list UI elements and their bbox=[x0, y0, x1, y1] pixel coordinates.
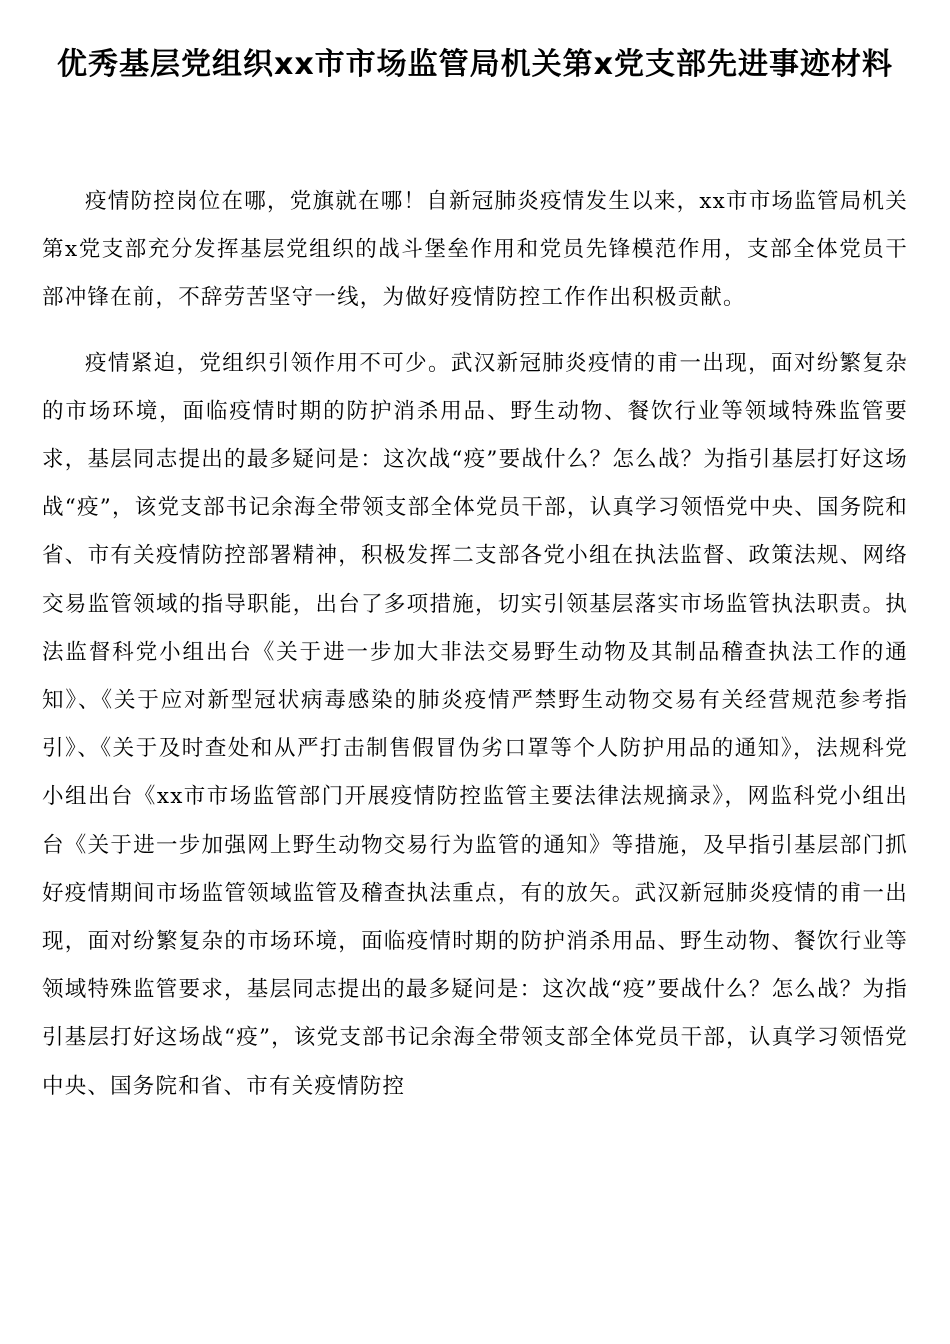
paragraph-leadership: 疫情紧迫，党组织引领作用不可少。武汉新冠肺炎疫情的甫一出现，面对纷繁复杂的市场环境，面临疫情时期的防护消杀用品、野生动物、餐饮行业等领域特殊监管要求，基层同志提出的最多疑问是：这次战“疫”要战什么？怎么战？为指引基层打好这场战“疫”，该党支部书记余海全带领支部全体党员干部，认真学习领悟党中央、国务院和省、市有关疫情防控部署精神，积极发挥二支部各党小组在执法监督、政策法规、网络交易监管领域的指导职能，出台了多项措施，切实引领基层落实市场监管执法职责。执法监督科党小组出台《关于进一步加大非法交易野生动物及其制品稽查执法工作的通知》、《关于应对新型冠状病毒感染的肺炎疫情严禁野生动物交易有关经营规范参考指引》、《关于及时查处和从严打击制售假冒伪劣口罩等个人防护用品的通知》，法规科党小组出台《xx市市场监管部门开展疫情防控监管主要法律法规摘录》，网监科党小组出台《关于进一步加强网上野生动物交易行为监管的通知》等措施，及早指引基层部门抓好疫情期间市场监管领域监管及稽查执法重点，有的放矢。武汉新冠肺炎疫情的甫一出现，面对纷繁复杂的市场环境，面临疫情时期的防护消杀用品、野生动物、餐饮行业等领域特殊监管要求，基层同志提出的最多疑问是：这次战“疫”要战什么？怎么战？为指引基层打好这场战“疫”，该党支部书记余海全带领支部全体党员干部，认真学习领悟党中央、国务院和省、市有关疫情防控 bbox=[42, 350, 908, 1099]
document-title: 优秀基层党组织xx市市场监管局机关第x党支部先进事迹材料 bbox=[56, 47, 894, 82]
document-body bbox=[42, 178, 908, 1111]
paragraph-intro: 疫情防控岗位在哪，党旗就在哪！自新冠肺炎疫情发生以来，xx市市场监管局机关第x党支部充分发挥基层党组织的战斗堡垒作用和党员先锋模范作用，支部全体党员干部冲锋在前，不辞劳苦坚守一线，为做好疫情防控工作作出积极贡献。 bbox=[42, 189, 908, 311]
